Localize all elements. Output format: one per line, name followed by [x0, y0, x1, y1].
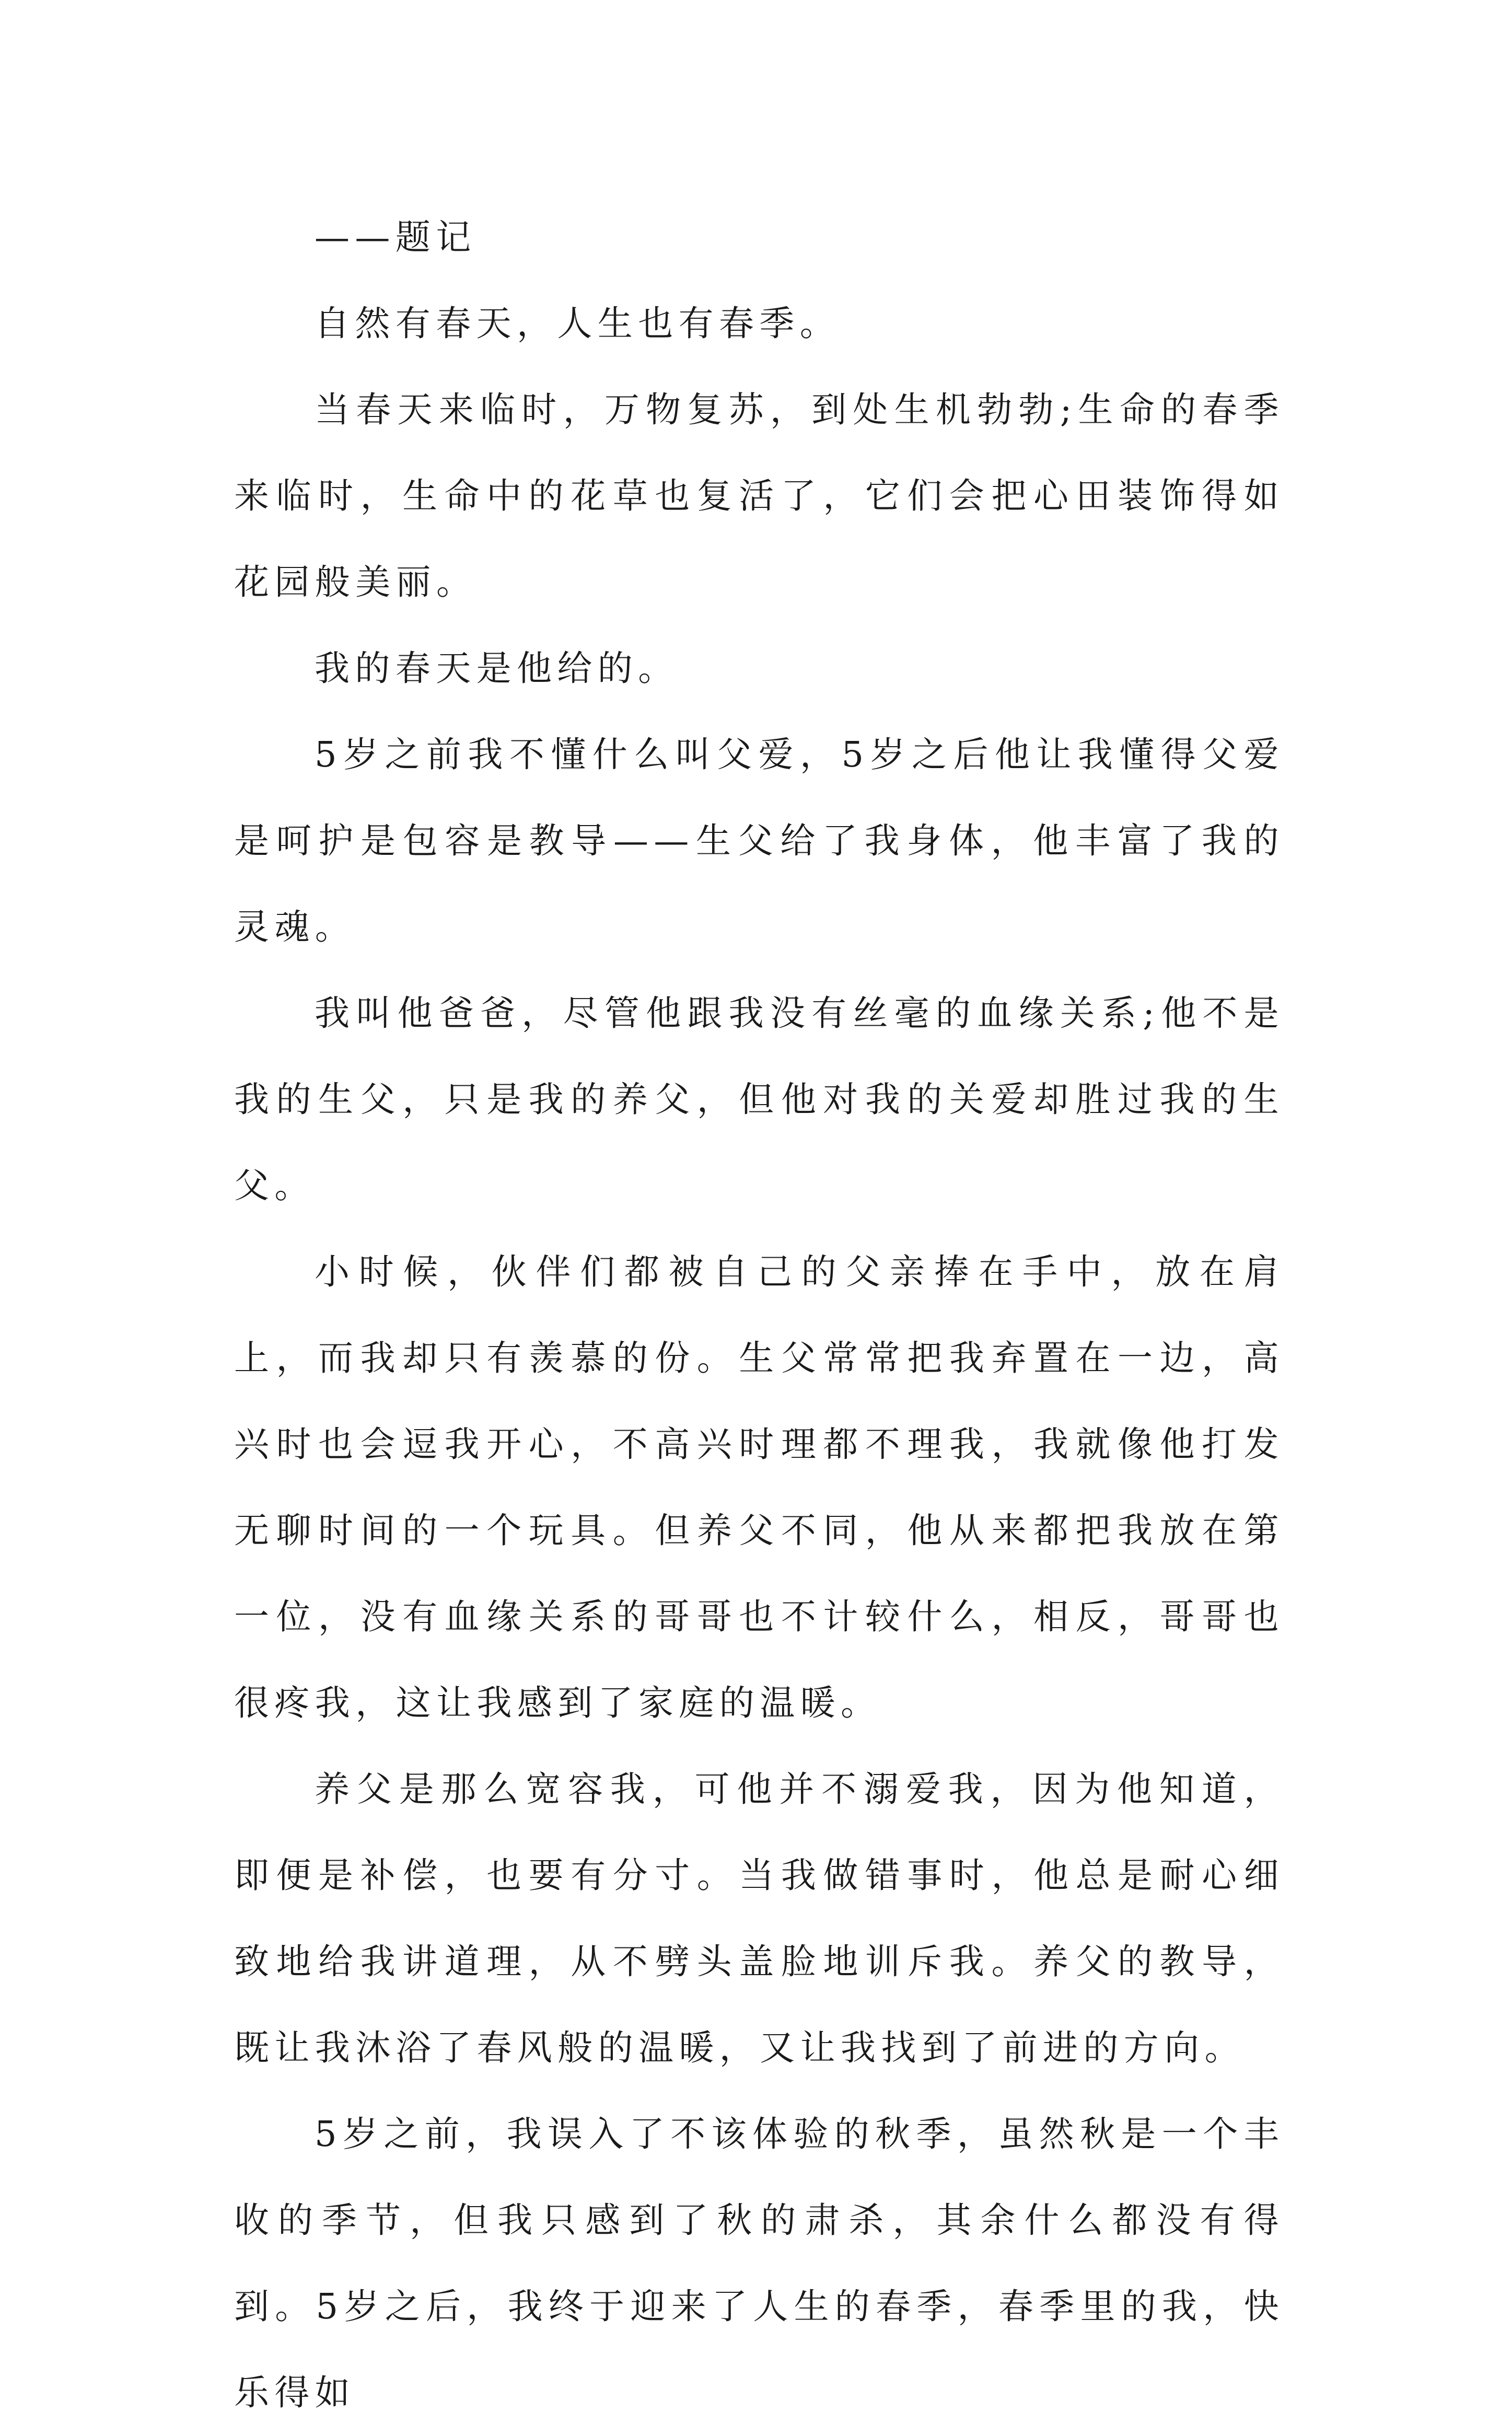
paragraph: 当春天来临时，万物复苏，到处生机勃勃;生命的春季来临时，生命中的花草也复活了，它们会把心田装饰得如花园般美丽。 [234, 389, 1284, 602]
paragraph: 自然有春天，人生也有春季。 [315, 303, 841, 344]
document-body [234, 194, 1284, 2436]
paragraph: 我的春天是他给的。 [315, 648, 679, 689]
paragraph: 小时候，伙伴们都被自己的父亲捧在手中，放在肩上，而我却只有羡慕的份。生父常常把我弃置在一边，高兴时也会逗我开心，不高兴时理都不理我，我就像他打发无聊时间的一个玩具。但养父不同，他从来都把我放在第一位，没有血缘关系的哥哥也不计较什么，相反，哥哥也很疼我，这让我感到了家庭的温暖。 [234, 1251, 1284, 1723]
paragraph: 我叫他爸爸，尽管他跟我没有丝毫的血缘关系;他不是我的生父，只是我的养父，但他对我的关爱却胜过我的生父。 [234, 993, 1284, 1206]
paragraph: 养父是那么宽容我，可他并不溺爱我，因为他知道，即便是补偿，也要有分寸。当我做错事时，他总是耐心细致地给我讲道理，从不劈头盖脸地训斥我。养父的教导，既让我沐浴了春风般的温暖，又让我找到了前进的方向。 [234, 1769, 1284, 2068]
paragraph-epigraph-attribution: ——题记 [315, 217, 476, 258]
paragraph: 5岁之前，我误入了不该体验的秋季，虽然秋是一个丰收的季节，但我只感到了秋的肃杀，其余什么都没有得到。5岁之后，我终于迎来了人生的春季，春季里的我，快乐得如 [234, 2114, 1284, 2413]
paragraph: 5岁之前我不懂什么叫父爱，5岁之后他让我懂得父爱是呵护是包容是教导——生父给了我身体，他丰富了我的灵魂。 [234, 734, 1284, 947]
